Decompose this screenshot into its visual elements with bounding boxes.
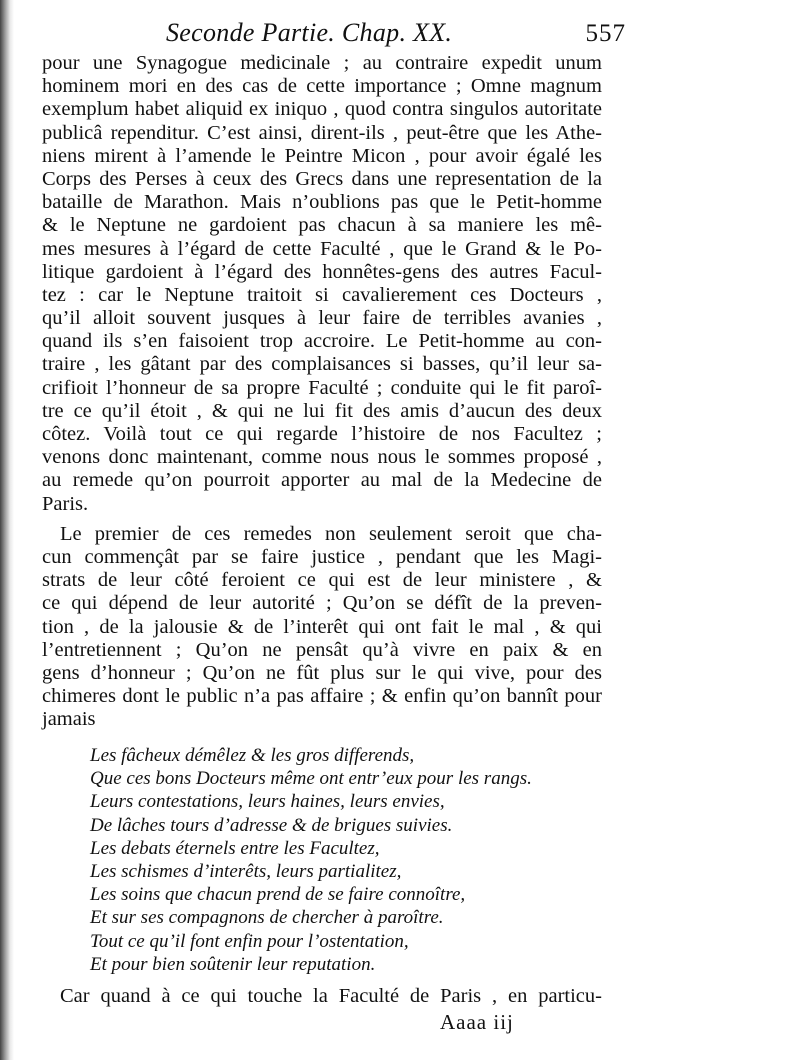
text-line: Car quand à ce qui touche la Faculté de Paris , en particu-: [60, 985, 602, 1007]
verse-line: Les soins que chacun prend de se faire connoître,: [90, 884, 466, 906]
paragraph-1: [42, 52, 602, 516]
text-line: chimeres dont le public n’a pas affaire ; & enfin qu’on bannît pour: [42, 685, 602, 708]
verse-line: Et sur ses compagnons de chercher à paroître.: [90, 907, 444, 929]
text-line: ce qui dépend de leur autorité ; Qu’on se défît de la preven-: [42, 592, 602, 615]
running-title: Seconde Partie. Chap. XX.: [166, 18, 453, 47]
text-line: strats de leur côté feroient ce qui est de leur ministere , &: [42, 569, 602, 592]
text-line: tez : car le Neptune traitoit si cavalierement ces Docteurs ,: [42, 283, 602, 306]
text-line: l’entretiennent ; Qu’on ne pensât qu’à vivre en paix & en: [42, 638, 602, 661]
text-line: & le Neptune ne gardoient pas chacun à sa maniere les mê-: [42, 214, 602, 237]
body-text: [42, 52, 602, 731]
page-number: 557: [585, 20, 626, 47]
text-line: venons donc maintenant, comme nous nous le sommes proposé ,: [42, 446, 602, 469]
verse-line: Leurs contestations, leurs haines, leurs envies,: [90, 791, 445, 813]
text-line: pour une Synagogue medicinale ; au contraire expedit unum: [42, 52, 602, 74]
text-line: litique gardoient à l’égard des honnêtes-gens des autres Facul-: [42, 260, 602, 283]
text-line: traire , les gâtant par des complaisances si basses, qu’il leur sa-: [42, 353, 602, 376]
text-line: au remede qu’on pourroit apporter au mal de la Medecine de: [42, 469, 602, 492]
text-line: Corps des Perses à ceux des Grecs dans une representation de la: [42, 167, 602, 190]
text-line: Paris.: [42, 492, 89, 515]
text-line: niens mirent à l’amende le Peintre Micon , pour avoir égalé les: [42, 144, 602, 167]
text-line: mes mesures à l’égard de cette Faculté , que le Grand & le Po-: [42, 237, 602, 260]
page-gutter-shadow: [0, 0, 14, 1060]
text-line: jamais: [42, 708, 96, 731]
verse-line: Et pour bien soûtenir leur reputation.: [90, 953, 376, 975]
verse-line: Que ces bons Docteurs même ont entr’eux pour les rangs.: [90, 768, 532, 790]
text-line: qu’il alloit souvent jusques à leur faire de terribles avanies ,: [42, 307, 602, 330]
text-line: Le premier de ces remedes non seulement seroit que cha-: [60, 522, 602, 545]
text-line: quand ils s’en faisoient trop accroire. Le Petit-homme au con-: [42, 330, 602, 353]
text-line: crifioit l’honneur de sa propre Faculté ; conduite qui le fit paroî-: [42, 376, 602, 399]
text-line: tion , de la jalousie & de l’interêt qui ont fait le mal , & qui: [42, 615, 602, 638]
verse-line: Les fâcheux démêlez & les gros differends,: [90, 745, 415, 766]
text-line: bataille de Marathon. Mais n’oublions pas que le Petit-homme: [42, 191, 602, 214]
verse-line: Les debats éternels entre les Facultez,: [90, 837, 380, 859]
paragraph-2: [42, 523, 602, 732]
text-line: hominem mori en des cas de cette importance ; Omne magnum: [42, 75, 602, 98]
text-line: gens d’honneur ; Qu’on ne fût plus sur le qui vive, pour des: [42, 661, 602, 684]
text-line: exemplum habet aliquid ex iniquo , quod contra singulos autoritate: [42, 98, 602, 121]
verse-line: Les schismes d’interêts, leurs partialitez,: [90, 860, 402, 882]
closing-paragraph: [42, 985, 602, 1008]
text-line: publicâ rependitur. C’est ainsi, dirent-ils , peut-être que les Athe-: [42, 121, 602, 144]
verse-line: De lâches tours d’adresse & de brigues suivies.: [90, 814, 453, 836]
text-line: côtez. Voilà tout ce qui regarde l’histoire de nos Facultez ;: [42, 423, 602, 445]
verse-quotation: [90, 744, 610, 976]
text-line: cun commençât par se faire justice , pendant que les Magi-: [42, 545, 602, 568]
verse-line: Tout ce qu’il font enfin pour l’ostentation,: [90, 930, 409, 952]
signature-mark: Aaaa iij: [440, 1010, 514, 1034]
text-line: tre ce qu’il étoit , & qui ne lui fit des amis d’aucun des deux: [42, 399, 602, 422]
